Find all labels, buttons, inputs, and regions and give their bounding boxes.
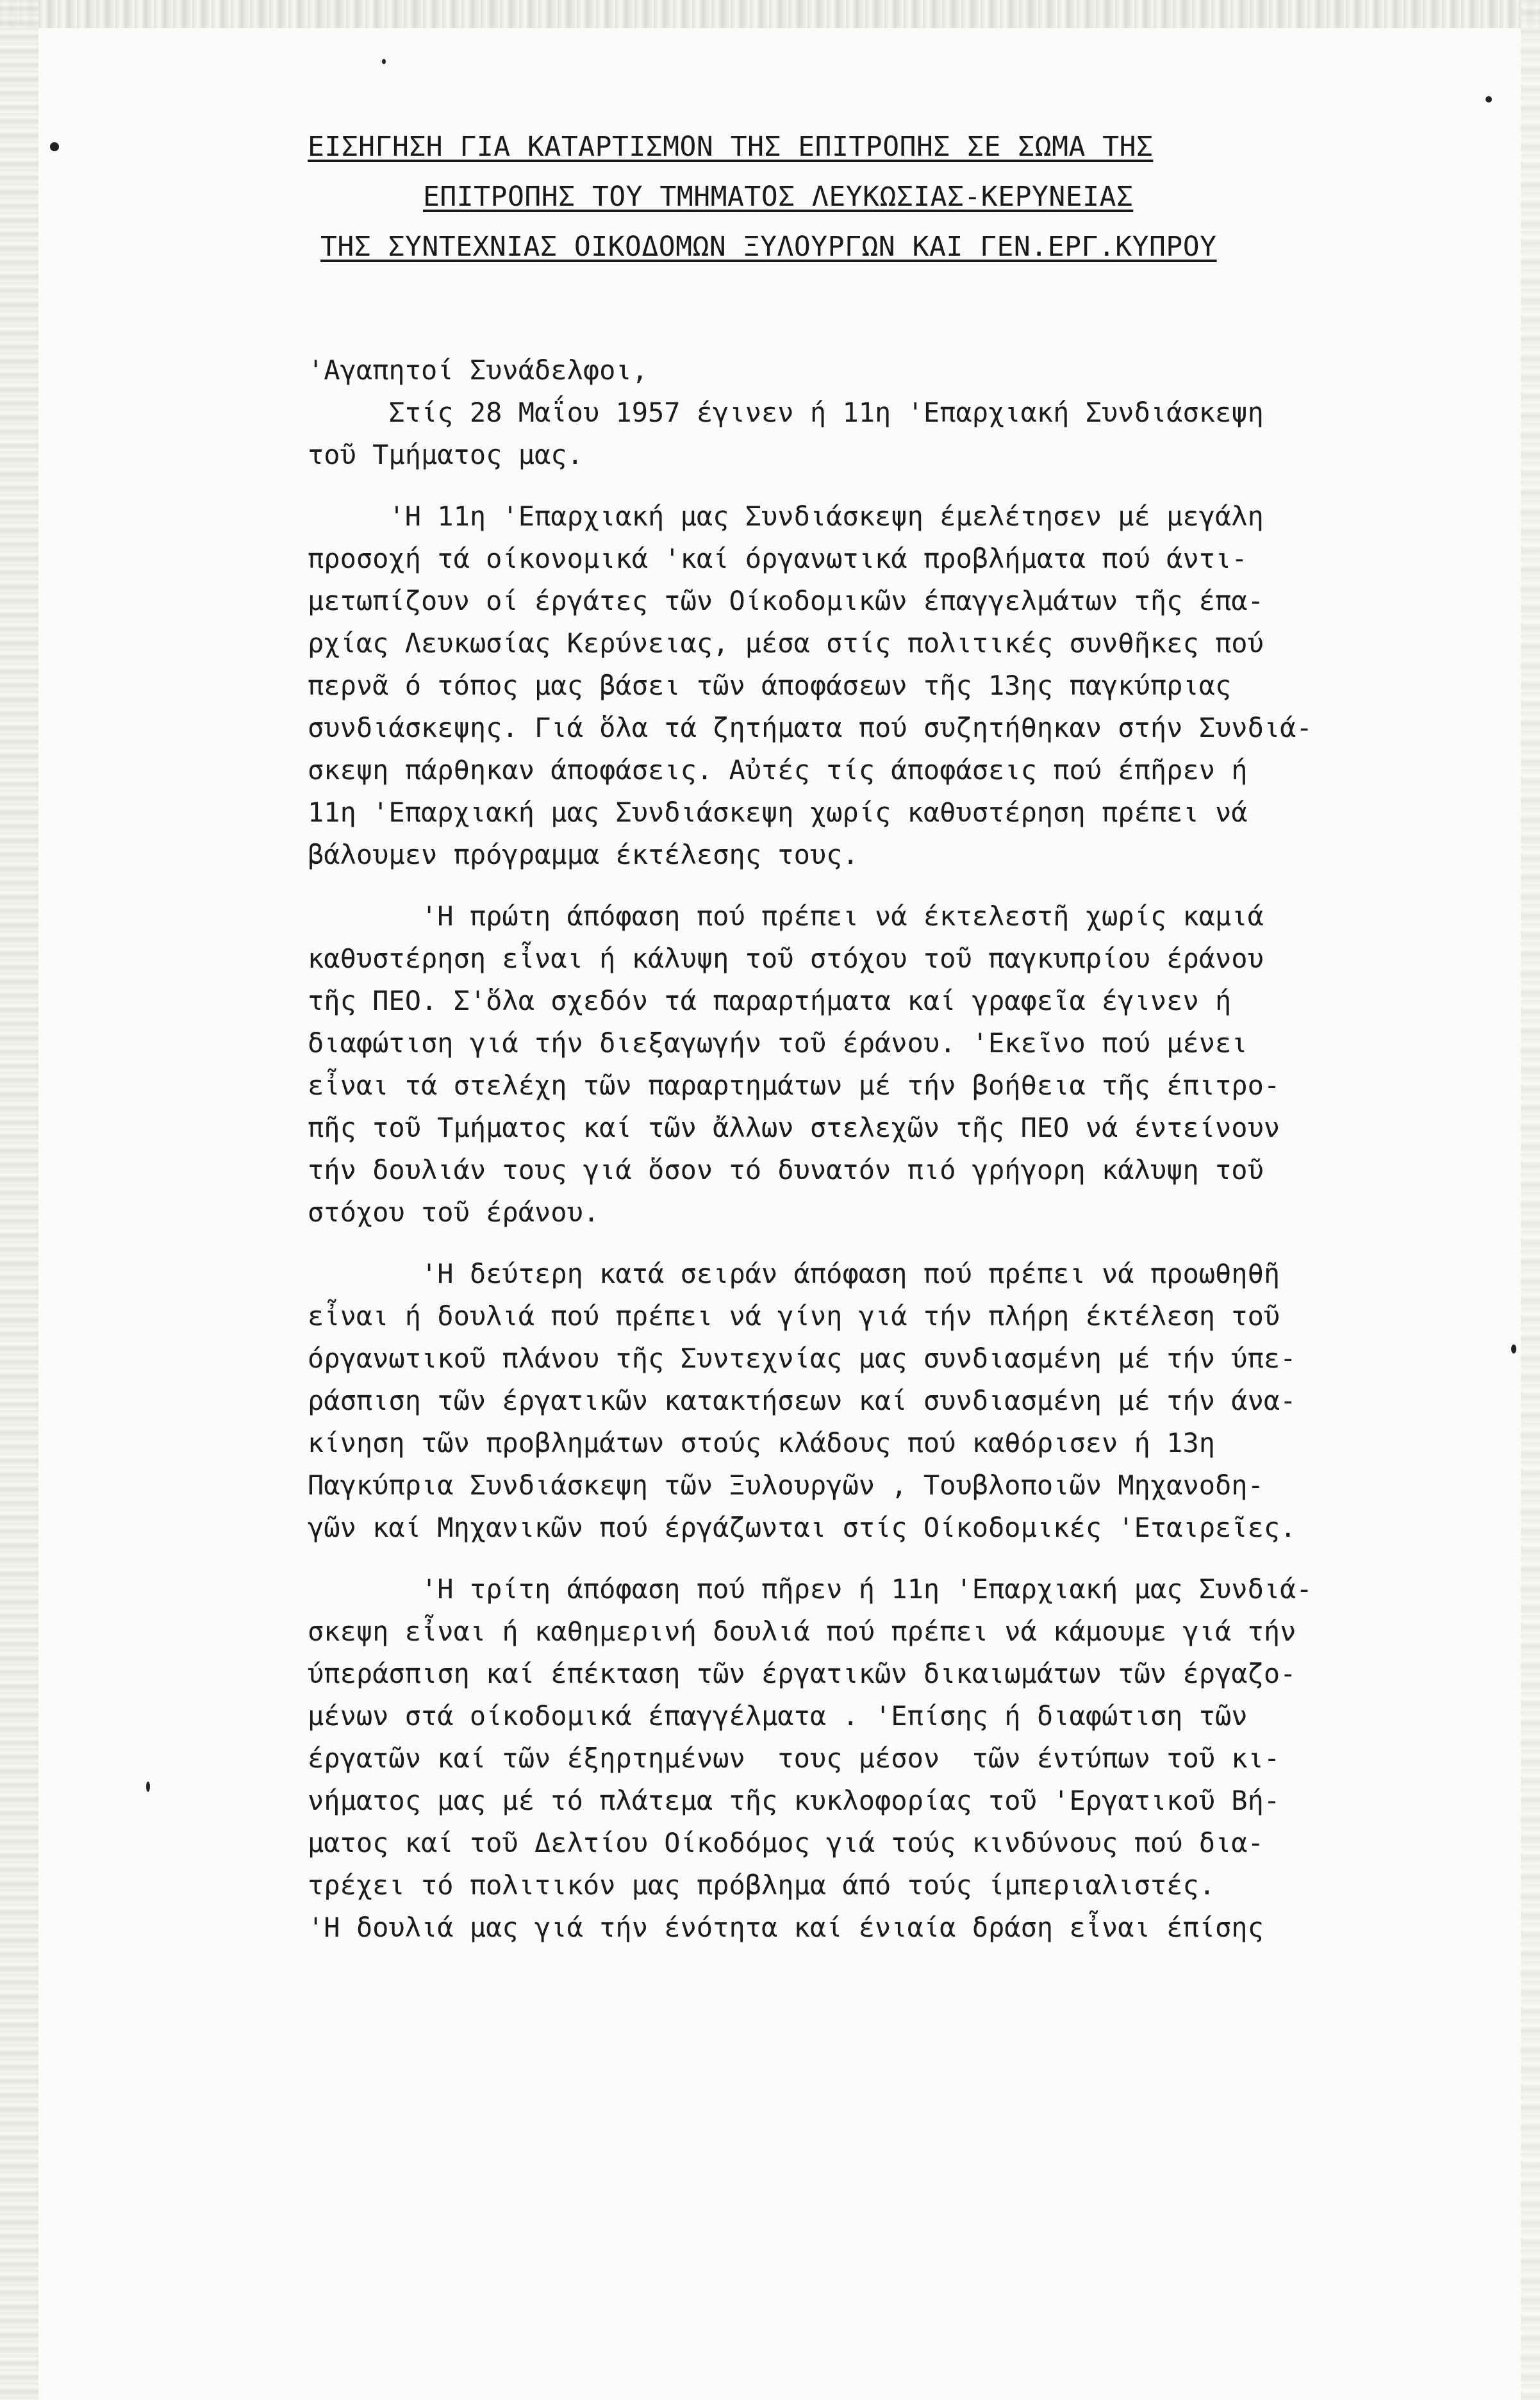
text-line: ράσπιση τῶν έργατικῶν κατακτήσεων καί συνδιασμένη μέ τήν άνα-: [308, 1385, 1296, 1416]
scan-edge-top: [0, 0, 1540, 28]
text-line: 'Η δουλιά μας γιά τήν ένότητα καί ένιαία δράση εἶναι έπίσης: [308, 1912, 1264, 1943]
text-line: 'Η πρώτη άπόφαση πού πρέπει νά έκτελεστῆ χωρίς καμιά: [308, 900, 1264, 932]
ink-speck: [1511, 1345, 1516, 1353]
text-line: ματος καί τοῦ Δελτίου Οίκοδόμος γιά τούς κινδύνους πού δια-: [308, 1827, 1264, 1858]
text-line: 'Η 11η 'Επαρχιακή μας Συνδιάσκεψη έμελέτησεν μέ μεγάλη: [308, 501, 1264, 532]
text-line: ύπεράσπιση καί έπέκταση τῶν έργατικῶν δικαιωμάτων τῶν έργαζο-: [308, 1658, 1296, 1689]
ink-speck: [1486, 96, 1492, 103]
text-line: συνδιάσκεψης. Γιά ὅλα τά ζητήματα πού συζητήθηκαν στήν Συνδιά-: [308, 712, 1312, 743]
text-line: ρχίας Λευκωσίας Κερύνειας, μέσα στίς πολιτικές συνθῆκες πού: [308, 627, 1264, 659]
title-line-2: ΕΠΙΤΡΟΠΗΣ ΤΟΥ ΤΜΗΜΑΤΟΣ ΛΕΥΚΩΣΙΑΣ-ΚΕΡΥΝΕΙΑΣ: [423, 181, 1134, 213]
paragraph-2: [308, 495, 1500, 876]
ink-speck: [146, 1782, 150, 1792]
text-line: μένων στά οίκοδομικά έπαγγέλματα . 'Επίσης ή διαφώτιση τῶν: [308, 1700, 1248, 1732]
text-line: περνᾶ ό τόπος μας βάσει τῶν άποφάσεων τῆς 13ης παγκύπριας: [308, 670, 1232, 701]
text-line: έργατῶν καί τῶν έξηρτημένων τους μέσον τῶν έντύπων τοῦ κι-: [308, 1742, 1280, 1774]
text-line: τοῦ Τμήματος μας.: [308, 439, 583, 470]
paragraph-3: [308, 895, 1500, 1234]
salutation: 'Αγαπητοί Συνάδελφοι,: [308, 354, 649, 386]
text-line: 'Η τρίτη άπόφαση πού πῆρεν ή 11η 'Επαρχιακή μας Συνδιά-: [308, 1573, 1312, 1605]
text-line: τρέχει τό πολιτικόν μας πρόβλημα άπό τούς ίμπεριαλιστές.: [308, 1869, 1216, 1901]
text-line: νήματος μας μέ τό πλάτεμα τῆς κυκλοφορίας τοῦ 'Εργατικοῦ Βή-: [308, 1785, 1280, 1816]
text-line: διαφώτιση γιά τήν διεξαγωγήν τοῦ έράνου. 'Εκεῖνο πού μένει: [308, 1027, 1248, 1059]
paragraph-4: [308, 1253, 1500, 1549]
text-line: 11η 'Επαρχιακή μας Συνδιάσκεψη χωρίς καθυστέρηση πρέπει νά: [308, 797, 1248, 828]
paragraph-5: [308, 1568, 1500, 1949]
text-line: Στίς 28 Μαΐου 1957 έγινεν ή 11η 'Επαρχιακή Συνδιάσκεψη: [308, 397, 1264, 428]
text-line: πῆς τοῦ Τμήματος καί τῶν ἄλλων στελεχῶν τῆς ΠΕΟ νά έντείνουν: [308, 1112, 1280, 1143]
text-line: όργανωτικοῦ πλάνου τῆς Συντεχνίας μας συνδιασμένη μέ τήν ύπε-: [308, 1343, 1296, 1374]
text-line: βάλουμεν πρόγραμμα έκτέλεσης τους.: [308, 839, 859, 870]
text-line: γῶν καί Μηχανικῶν πού έργάζωνται στίς Οίκοδομικές 'Εταιρεῖες.: [308, 1512, 1296, 1543]
text-line: εἶναι ή δουλιά πού πρέπει νά γίνη γιά τήν πλήρη έκτέλεση τοῦ: [308, 1300, 1280, 1332]
paragraph-1: [308, 392, 1500, 476]
text-line: Παγκύπρια Συνδιάσκεψη τῶν Ξυλουργῶν , Τουβλοποιῶν Μηχανοδη-: [308, 1469, 1264, 1501]
text-line: μετωπίζουν οί έργάτες τῶν Οίκοδομικῶν έπαγγελμάτων τῆς έπα-: [308, 585, 1264, 617]
document-body: [308, 349, 1500, 1949]
text-line: προσοχή τά οίκονομικά 'καί όργανωτικά προβλήματα πού άντι-: [308, 543, 1248, 574]
ink-speck: [382, 59, 386, 64]
ink-speck: [50, 142, 59, 151]
scan-edge-left: [0, 0, 38, 2400]
text-line: κίνηση τῶν προβλημάτων στούς κλάδους πού καθόρισεν ή 13η: [308, 1427, 1216, 1459]
text-line: στόχου τοῦ έράνου.: [308, 1196, 600, 1228]
text-line: τήν δουλιάν τους γιά ὅσον τό δυνατόν πιό γρήγορη κάλυψη τοῦ: [308, 1154, 1264, 1186]
text-line: τῆς ΠΕΟ. Σ'ὅλα σχεδόν τά παραρτήματα καί γραφεῖα έγινεν ή: [308, 985, 1232, 1016]
text-line: σκεψη πάρθηκαν άποφάσεις. Αὐτές τίς άποφάσεις πού έπῆρεν ή: [308, 754, 1248, 786]
text-line: εἶναι τά στελέχη τῶν παραρτημάτων μέ τήν βοήθεια τῆς έπιτρο-: [308, 1070, 1280, 1101]
title-line-1: ΕΙΣΗΓΗΣΗ ΓΙΑ ΚΑΤΑΡΤΙΣΜΟΝ ΤΗΣ ΕΠΙΤΡΟΠΗΣ ΣΕ ΣΩΜΑ ΤΗΣ: [308, 131, 1154, 163]
text-line: σκεψη εἶναι ή καθημερινή δουλιά πού πρέπει νά κάμουμε γιά τήν: [308, 1616, 1296, 1647]
document-title: [308, 122, 1384, 272]
title-line-3: ΤΗΣ ΣΥΝΤΕΧΝΙΑΣ ΟΙΚΟΔΟΜΩΝ ΞΥΛΟΥΡΓΩΝ ΚΑΙ ΓΕΝ.ΕΡΓ.ΚΥΠΡΟΥ: [320, 231, 1217, 263]
text-line: καθυστέρηση εἶναι ή κάλυψη τοῦ στόχου τοῦ παγκυπρίου έράνου: [308, 943, 1264, 974]
scan-edge-right: [1521, 0, 1540, 2400]
text-line: 'Η δεύτερη κατά σειράν άπόφαση πού πρέπει νά προωθηθῆ: [308, 1258, 1280, 1289]
